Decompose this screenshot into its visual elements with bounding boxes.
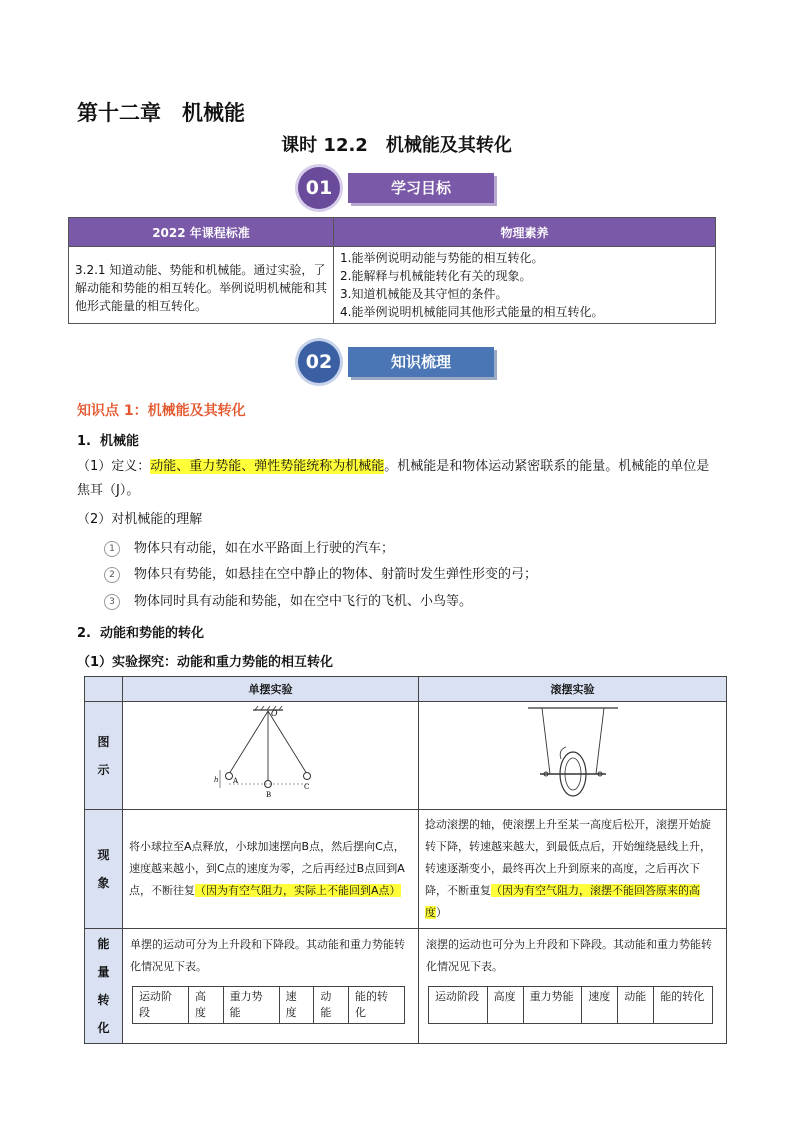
pendulum-energy-text: 单摆的运动可分为上升段和下降段。其动能和重力势能转化情况见下表。 [130, 938, 405, 973]
svg-text:O: O [270, 709, 278, 718]
item-text: 物体同时具有动能和势能，如在空中飞行的飞机、小鸟等。 [134, 594, 473, 609]
goals-standard-text: 3.2.1 知道动能、势能和机械能。通过实验，了解动能和势能的相互转化。举例说明机械能和其他形式能量的相互转化。 [69, 247, 334, 324]
list-item [104, 563, 537, 587]
literacy-item: 1.能举例说明动能与势能的相互转化。 [340, 251, 544, 265]
goals-literacy-cell [334, 247, 716, 324]
svg-text:h: h [213, 776, 219, 784]
section-conversion: 2. 动能和势能的转化 [77, 626, 205, 641]
row-phenomenon-label: 现 象 [85, 810, 123, 929]
experiment-title: （1）实验探究：动能和重力势能的相互转化 [77, 655, 334, 670]
learning-goals-table [68, 217, 716, 324]
col-pendulum: 单摆实验 [123, 677, 419, 702]
definition-prefix: （1）定义： [77, 459, 151, 474]
row-figure-label: 图 示 [85, 702, 123, 810]
pendulum-note: （因为有空气阻力，实际上不能回到A点） [195, 884, 401, 897]
knowledge-point-title: 知识点 1：机械能及其转化 [77, 403, 246, 419]
literacy-item: 3.知道机械能及其守恒的条件。 [340, 287, 508, 301]
pendulum-figure-cell [123, 702, 419, 810]
col-rolling: 滚摆实验 [419, 677, 727, 702]
rolling-phenomenon: 捻动滚摆的轴，使滚摆上升至某一高度后松开，滚摆开始旋转下降，转速越来越大，到最低点后，开始缠绕悬线上升，转速逐渐变小，最终再次上升到原来的高度，之后再次下降，不断重复（因为有空气阻力，滚摆不能回答原来的高度） [419, 810, 727, 929]
item-number: 1 [104, 541, 120, 557]
rolling-energy-cell [419, 929, 727, 1044]
svg-text:C: C [303, 783, 309, 791]
definition-highlight: 动能、重力势能、弹性势能统称为机械能 [150, 459, 385, 474]
pendulum-phenomenon: 将小球拉至A点释放，小球加速摆向B点，然后摆向C点，速度越来越小，到C点的速度为零，之后再经过B点回到A点，不断往复（因为有空气阻力，实际上不能回到A点） [123, 810, 419, 929]
goals-col-literacy: 物理素养 [334, 218, 716, 247]
literacy-item: 4.能举例说明机械能同其他形式能量的相互转化。 [340, 305, 604, 319]
rolling-note: （因为有空气阻力，滚摆不能回答原来的高度 [425, 884, 700, 919]
pendulum-energy-cell [123, 929, 419, 1044]
item-number: 3 [104, 594, 120, 610]
svg-text:B: B [265, 791, 271, 799]
svg-text:A: A [232, 777, 238, 785]
list-item [104, 537, 394, 561]
badge-number: 01 [298, 167, 340, 209]
lesson-title: 课时 12.2 机械能及其转化 [281, 135, 512, 156]
badge-label: 知识梳理 [348, 347, 494, 377]
item-number: 2 [104, 567, 120, 583]
rolling-pendulum-diagram [518, 704, 628, 804]
rolling-energy-text: 滚摆的运动也可分为上升段和下降段。其动能和重力势能转化情况见下表。 [426, 938, 712, 973]
item-text: 物体只有动能，如在水平路面上行驶的汽车； [134, 541, 395, 556]
badge-number: 02 [298, 341, 340, 383]
pendulum-mini-table: 运动阶段 高度 重力势能 速度 动能 能的转化 [132, 986, 405, 1024]
item-text: 物体只有势能，如悬挂在空中静止的物体、射箭时发生弹性形变的弓； [134, 567, 538, 582]
chapter-title: 第十二章 机械能 [77, 101, 245, 125]
definition-rest: 。机械能是和物体运动紧密联系的能量。机械能的单位是焦耳（J）。 [77, 459, 710, 498]
row-energy-label: 能 量 转 化 [85, 929, 123, 1044]
experiment-table [84, 676, 727, 1044]
goals-col-standard: 2022 年课程标准 [69, 218, 334, 247]
list-item [104, 590, 472, 614]
badge-label: 学习目标 [348, 173, 494, 203]
section-badge-goals [298, 167, 498, 209]
understanding-heading: （2）对机械能的理解 [77, 512, 203, 527]
literacy-item: 2.能解释与机械能转化有关的现象。 [340, 269, 532, 283]
pendulum-diagram [211, 704, 331, 804]
section-badge-knowledge [298, 341, 498, 383]
rolling-figure-cell [419, 702, 727, 810]
definition-paragraph [77, 455, 719, 503]
section-mechanical-energy: 1. 机械能 [77, 434, 140, 449]
rolling-mini-table: 运动阶段 高度 重力势能 速度 动能 能的转化 [428, 986, 713, 1024]
corner-cell [85, 677, 123, 702]
